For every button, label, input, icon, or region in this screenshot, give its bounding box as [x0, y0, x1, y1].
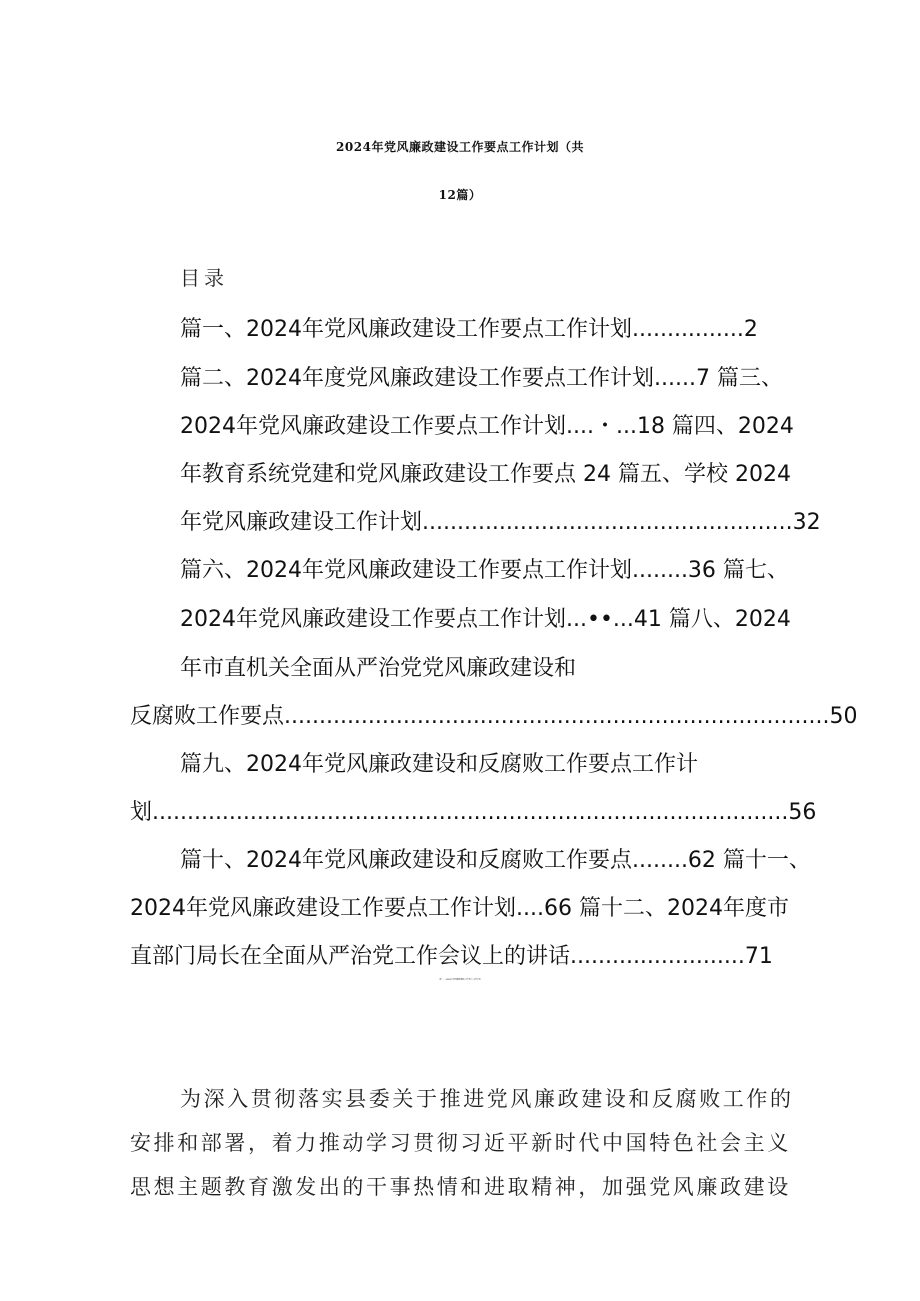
toc-heading: 目录: [180, 266, 228, 290]
toc-line: 反腐败工作要点..............................................................................50: [130, 704, 858, 729]
toc-line: 划...........................................................................................56: [130, 800, 817, 825]
toc-line: 篇九、2024年党风廉政建设和反腐败工作要点工作计: [180, 752, 698, 777]
body-text-line: 为深入贯彻落实县委关于推进党风廉政建设和反腐败工作的: [180, 1087, 794, 1111]
toc-line: 篇六、2024年党风廉政建设工作要点工作计划........36 篇七、: [180, 558, 789, 583]
toc-line: 2024年党风廉政建设工作要点工作计划....・...18 篇四、2024: [180, 414, 794, 439]
toc-line: 2024年党风廉政建设工作要点工作计划....66 篇十二、2024年度市: [130, 896, 789, 921]
body-text-line: 安排和部署，着力推动学习贯彻习近平新时代中国特色社会主义: [130, 1131, 791, 1155]
toc-line: 篇二、2024年度党风廉政建设工作要点工作计划......7 篇三、: [180, 366, 783, 391]
toc-line: 年市直机关全面从严治党党风廉政建设和: [180, 656, 577, 681]
toc-line: 篇十、2024年党风廉政建设和反腐败工作要点........62 篇十一、: [180, 848, 811, 873]
toc-line: 年教育系统党建和党风廉政建设工作要点 24 篇五、学校 2024: [180, 462, 791, 487]
body-text-line: 思想主题教育激发出的干事热情和进取精神，加强党风廉政建设: [130, 1175, 791, 1199]
toc-line: 2024年党风廉政建设工作要点工作计划...••...41 篇八、2024: [180, 607, 791, 632]
document-title-line-1: 2024年党风廉政建设工作要点工作计划（共: [336, 140, 584, 154]
section-heading: 篇一、2024年党风廉政建设工作要点工作计划: [439, 979, 481, 981]
document-title-line-2: 12篇）: [438, 188, 482, 202]
toc-line: 年党风廉政建设工作计划.....................................................32: [180, 510, 821, 535]
toc-line: 直部门局长在全面从严治党工作会议上的讲话.........................71: [130, 944, 773, 969]
toc-line: 篇一、2024年党风廉政建设工作要点工作计划................2: [180, 317, 758, 342]
